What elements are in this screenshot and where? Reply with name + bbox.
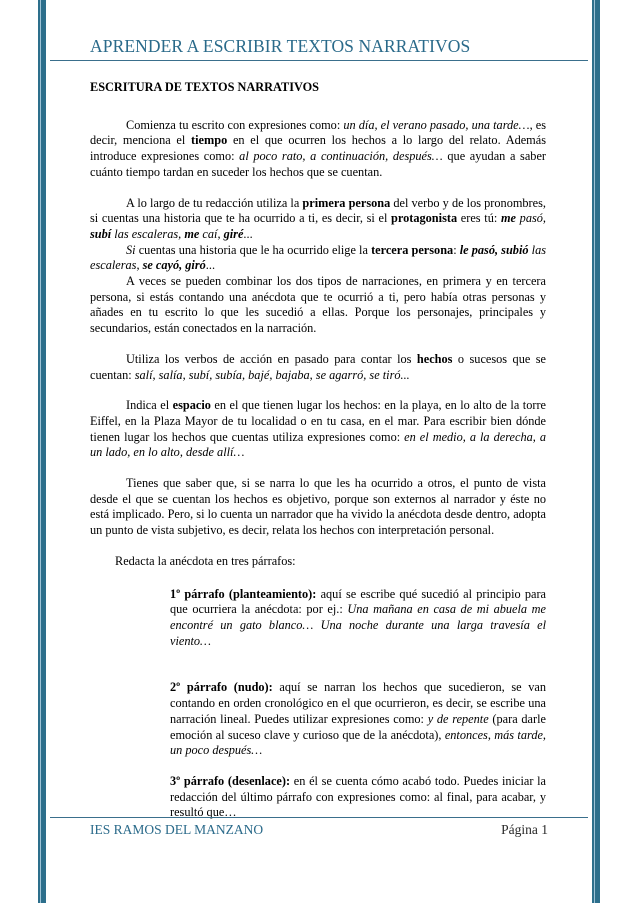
text-run: ... (243, 226, 253, 241)
paragraph-action-verbs (90, 352, 546, 383)
text-run: Si (126, 242, 136, 257)
text-run: Comienza tu escrito con expresiones como: (126, 117, 344, 132)
text-run: en el que ocurren los hechos a lo largo del relato. Además introduce expresiones como: (90, 133, 546, 164)
text-run: aquí se escribe qué sucedió al principio para que ocurriera la anécdota: por ej.: (170, 586, 546, 617)
text-run: entonces (444, 727, 488, 742)
text-run: tercera persona (371, 242, 454, 257)
text-run: primera persona (302, 195, 391, 210)
paragraph-time (90, 118, 546, 181)
text-run: , es decir, menciona el (90, 117, 546, 148)
steps-intro: Redacta la anécdota en tres párrafos: (115, 553, 296, 568)
text-run: Una mañana en casa de mi abuela me encontré un gato blanco… Una noche durante una larga travesía el viento… (170, 602, 546, 648)
text-run: pasó, (519, 211, 546, 226)
document-title: ESCRITURA DE TEXTOS NARRATIVOS (90, 80, 320, 94)
text-run: caí, (202, 226, 221, 241)
text-run: espacio (172, 398, 211, 413)
text-run: protagonista (391, 211, 458, 226)
text-run: un día, el verano pasado, una tarde… (343, 117, 530, 132)
text-run: Indica el (126, 398, 173, 413)
paragraph-space (90, 398, 546, 461)
step-nudo (170, 680, 546, 759)
text-run: del verbo y de los pronombres, si cuentas una historia que te ha ocurrido a ti, es decir, si el (90, 195, 546, 226)
footer-divider (50, 817, 588, 818)
text-run: subí (90, 226, 112, 241)
text-run: en el medio, a la derecha, a un lado, en lo alto, desde allí… (90, 429, 547, 460)
text-run: que ayudan a saber cuánto tiempo tardan en suceder los hechos que se cuentan. (90, 149, 547, 179)
step-planteamiento (170, 587, 546, 650)
text-run: le pasó, subió (459, 242, 529, 257)
text-run: (para darle emoción al suceso clave y curioso que de la anécdota), (170, 711, 546, 742)
text-run: ... (205, 258, 216, 273)
header-divider (50, 60, 588, 61)
paragraph-combined: A veces se pueden combinar los dos tipos de narraciones, en primera y en tercera persona, si estás contando una anécdota que te ocurrió a ti, pero había otras personas y añades en tu escrito lo que les sucedió a ellas. Porque los personajes, principales y secundarios, están conectados en la narración. (90, 274, 546, 336)
header-title: APRENDER A ESCRIBIR TEXTOS NARRATIVOS (90, 36, 471, 56)
footer-school-name: IES RAMOS DEL MANZANO (90, 822, 264, 837)
text-run: A lo largo de tu redacción utiliza la (126, 195, 303, 210)
text-run: hechos (416, 351, 453, 366)
text-run: aquí se narran los hechos que sucedieron, se van contando en orden cronológico en el que ocurrieron, es decir, se escribe una narración lineal. Puedes utilizar expresiones como: (170, 680, 546, 726)
text-run: las escaleras, (90, 242, 547, 273)
right-border-bar (592, 0, 600, 903)
left-border-bar (38, 0, 46, 903)
text-run: eres tú: (457, 211, 501, 226)
text-run: 3º párrafo (desenlace): (170, 773, 291, 788)
paragraph-third-person (90, 243, 546, 274)
text-run: : (453, 242, 460, 257)
text-run: giré (223, 226, 244, 241)
text-run: Utiliza los verbos de acción en pasado para contar los (126, 351, 417, 366)
page-number: Página 1 (501, 822, 548, 837)
text-run: me (500, 211, 516, 226)
document-body (90, 80, 546, 821)
text-run: salí, salía, subí, subía, bajé, bajaba, se agarró, se tiró... (134, 367, 410, 382)
text-run: al poco rato, a continuación, después… (239, 149, 443, 164)
text-run: cuentas una historia que le ha ocurrido elige la (135, 242, 372, 257)
text-run: en el que tienen lugar los hechos: en la playa, en lo alto de la torre Eiffel, en la Plaza Mayor de tu localidad o en tu casa, en el mar. Para escribir bien dónde tienen lugar los hechos que cuentas utiliza expresiones como: (90, 398, 546, 444)
paragraph-first-person (90, 196, 546, 243)
text-run: tiempo (191, 133, 228, 148)
step-desenlace (170, 774, 546, 821)
text-run: o sucesos que se cuentan: (90, 351, 546, 382)
text-run: 2º párrafo (nudo): (170, 680, 273, 695)
paragraph-point-of-view: Tienes que saber que, si se narra lo que les ha ocurrido a otros, el punto de vista desde el que se cuentan los hechos es objetivo, porque son externos al narrador y éste no está implicado. Pero, si lo cuenta un narrador que ha vivido la anécdota desde dentro, adopta un punto de vista subjetivo, es decir, relata los hechos con interpretación personal. (90, 476, 546, 538)
text-run: y de repente (427, 711, 489, 726)
text-run: me (184, 226, 200, 241)
text-run: en él se cuenta cómo acabó todo. Puedes iniciar la redacción del último párrafo con expresiones como: al final, para acabar, y resultó que… (170, 773, 546, 820)
text-run: 1º párrafo (planteamiento): (170, 586, 317, 601)
text-run: más tarde, un poco después… (170, 727, 546, 758)
text-run: las escaleras, (114, 226, 182, 241)
text-run: , (487, 727, 495, 742)
text-run: se cayó, giró (142, 258, 206, 273)
